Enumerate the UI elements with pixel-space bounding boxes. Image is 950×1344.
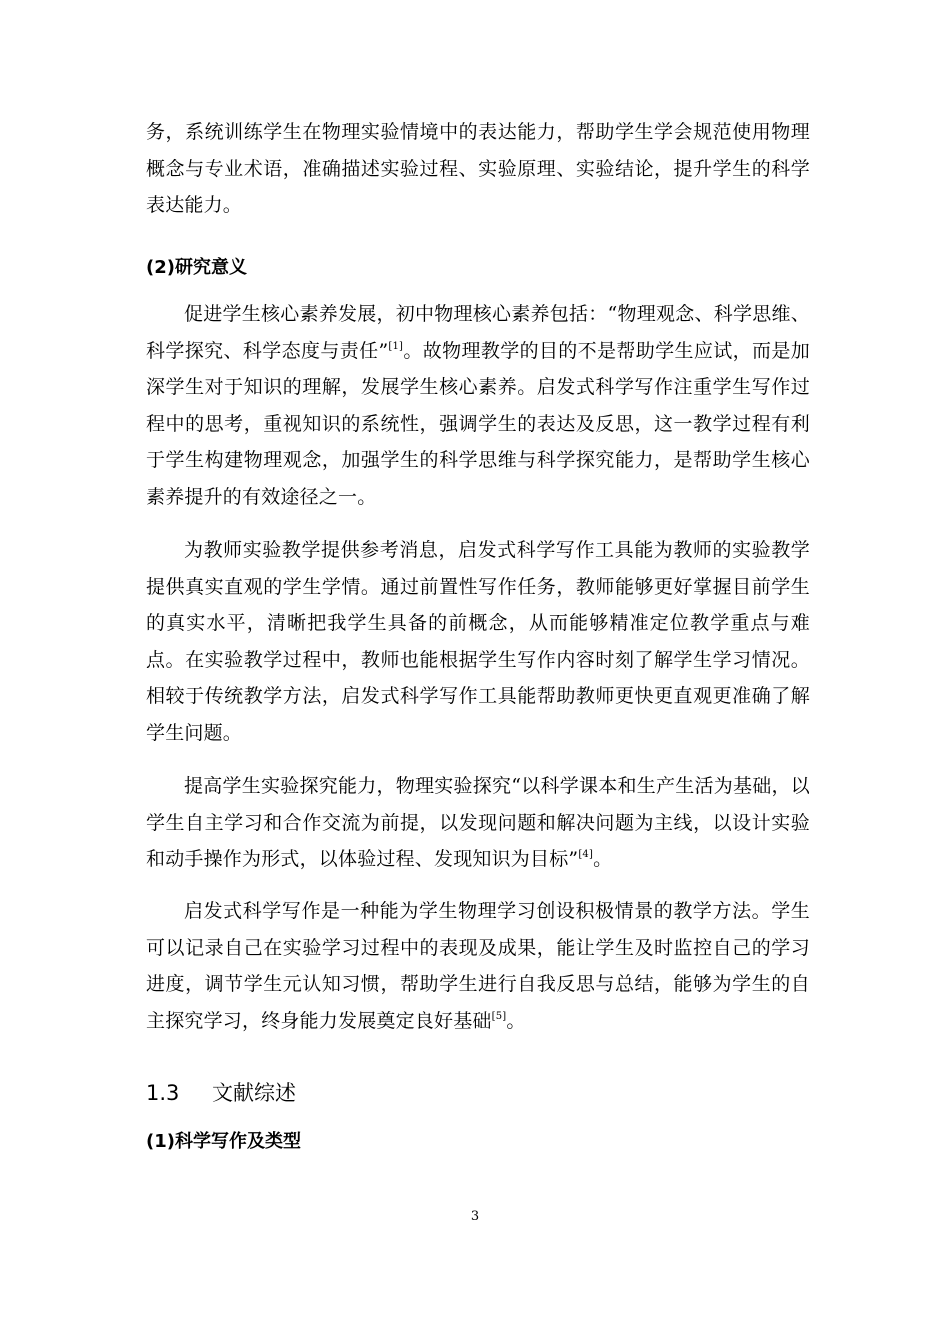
subheading-writing-types: (1)科学写作及类型 — [146, 1131, 301, 1152]
citation-ref: [5] — [491, 1010, 507, 1022]
paragraph-inquiry-ability — [146, 768, 810, 878]
paragraph-text: 。 — [506, 1009, 526, 1032]
paragraph-core-literacy — [146, 296, 810, 515]
page-number: 3 — [470, 1209, 480, 1224]
paragraph-text: 。 — [593, 848, 613, 870]
citation-ref: [1] — [388, 340, 404, 352]
paragraph-heuristic-writing — [146, 893, 810, 1039]
section-heading-literature-review — [146, 1079, 296, 1107]
paragraph-teacher-reference: 为教师实验教学提供参考消息，启发式科学写作工具能为教师的实验教学提供真实直观的学生学情。通过前置性写作任务，教师能够更好掌握目前学生的真实水平，清晰把我学生具备的前概念，从而能够精准定位教学重点与难点。在实验教学过程中，教师也能根据学生写作内容时刻了解学生学习情况。相较于传统教学方法，启发式科学写作工具能帮助教师更快更直观更准确了解学生问题。 — [146, 539, 810, 744]
citation-ref: [4] — [578, 849, 594, 860]
paragraph-text: 提高学生实验探究能力，物理实验探究“以科学课本和生产生活为基础，以学生自主学习和合作交流为前提，以发现问题和解决问题为主线，以设计实验和动手操作为形式，以体验过程、发现知识为目标” — [146, 775, 810, 870]
paragraph-text: 促进学生核心素养发展，初中物理核心素养包括：“物理观念、科学思维、科学探究、科学态度与责任” — [146, 303, 810, 362]
subheading-research-significance: (2)研究意义 — [146, 257, 247, 278]
paragraph-text: 。故物理教学的目的不是帮助学生应试，而是加深学生对于知识的理解，发展学生核心素养。启发式科学写作注重学生写作过程中的思考，重视知识的系统性，强调学生的表达及反思，这一教学过程有利于学生构建物理观念，加强学生的科学思维与科学探究能力，是帮助学生核心素养提升的有效途径之一。 — [146, 339, 810, 508]
section-number: 1.3 — [146, 1081, 180, 1105]
paragraph-text: 启发式科学写作是一种能为学生物理学习创设积极情景的教学方法。学生可以记录自己在实验学习过程中的表现及成果，能让学生及时监控自己的学习进度，调节学生元认知习惯，帮助学生进行自我反思与总结，能够为学生的自主探究学习，终身能力发展奠定良好基础 — [146, 900, 810, 1032]
section-title: 文献综述 — [212, 1081, 296, 1105]
continued-paragraph: 务，系统训练学生在物理实验情境中的表达能力，帮助学生学会规范使用物理概念与专业术语，准确描述实验过程、实验原理、实验结论，提升学生的科学表达能力。 — [146, 121, 810, 216]
